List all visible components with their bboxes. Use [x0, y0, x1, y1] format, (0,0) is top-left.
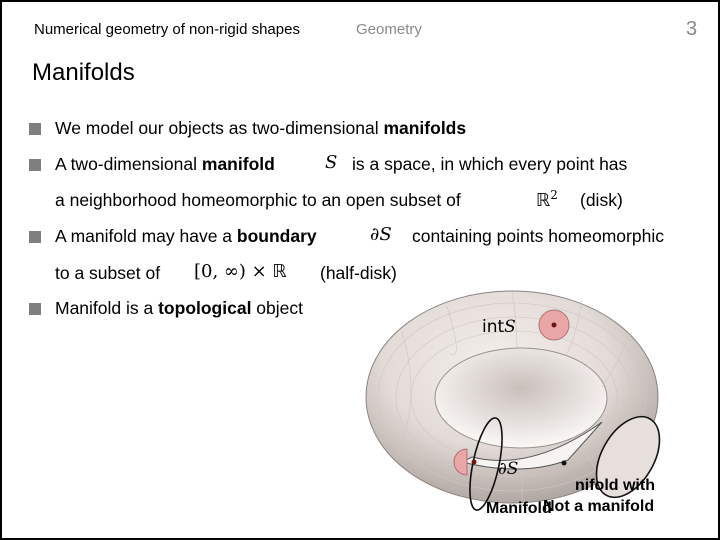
- math-R2: ℝ$^2$: [536, 188, 558, 211]
- math-halfspace: [0, ∞) × ℝ: [194, 261, 287, 282]
- boundary-point: [472, 460, 477, 465]
- boundary-label: ∂S: [498, 459, 519, 479]
- bullet-1-prefix: We model our objects as two-dimensional: [55, 118, 384, 138]
- bullet-2-text-mid: is a space, in which every point has: [352, 154, 628, 174]
- bullet-2-prefix: A two-dimensional: [55, 154, 202, 174]
- page-number: 3: [686, 18, 698, 40]
- bullet-3-line-2: to a subset of: [55, 263, 161, 283]
- bullet-4-bold: topological: [158, 298, 252, 318]
- math-boundary-S: ∂S: [370, 224, 392, 245]
- bullet-1-bold: manifolds: [383, 118, 467, 138]
- bullet-3-bold: boundary: [236, 226, 317, 246]
- section-name: Geometry: [356, 21, 422, 38]
- caption-manifold: Manifold: [486, 500, 552, 517]
- course-title: Numerical geometry of non-rigid shapes: [34, 21, 300, 38]
- bullet-2-bold: manifold: [201, 154, 275, 174]
- slide: [2, 2, 718, 538]
- cut-point: [562, 461, 567, 466]
- bullet-2-line-2: a neighborhood homeomorphic to an open subset of: [55, 190, 461, 210]
- bullet-3-prefix: A manifold may have a: [55, 226, 237, 246]
- caption-manifold-with-boundary-line1: nifold with: [575, 477, 655, 494]
- math-S: S: [325, 152, 338, 173]
- interior-point: [552, 323, 557, 328]
- bullet-2-disk: (disk): [580, 190, 623, 210]
- torus-figure: [2, 2, 718, 538]
- torus-hole: [435, 348, 607, 448]
- bullet-4-prefix: Manifold is a: [55, 298, 159, 318]
- bullet-4-suffix: object: [251, 298, 303, 318]
- interior-label: intS: [482, 317, 516, 337]
- caption-not-a-manifold: Not a manifold: [543, 498, 655, 515]
- bullet-3-half-disk: (half-disk): [320, 263, 397, 283]
- bullet-3-text-mid: containing points homeomorphic: [412, 226, 664, 246]
- slide-title: Manifolds: [32, 59, 135, 86]
